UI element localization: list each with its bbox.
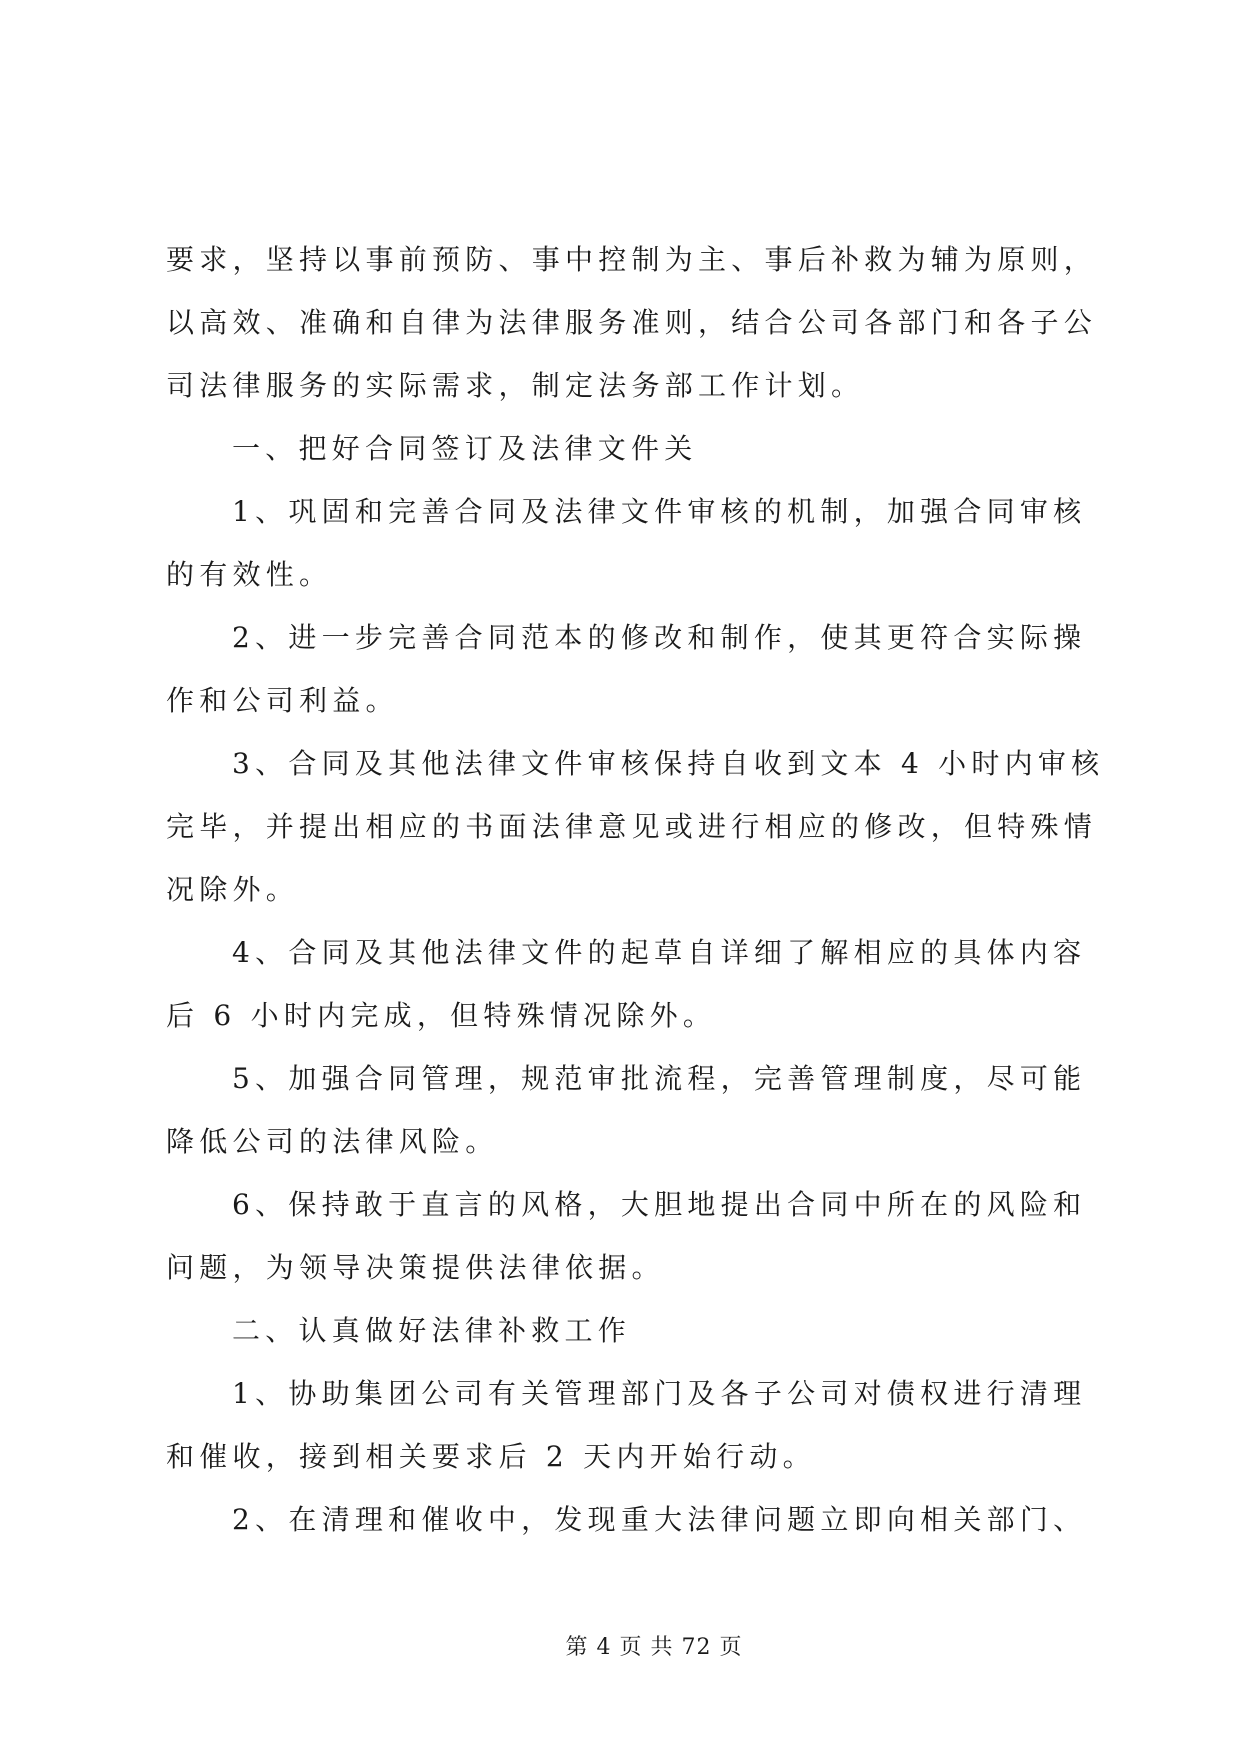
document-body <box>166 228 1106 1551</box>
text-line: 降低公司的法律风险。 <box>166 1125 499 1158</box>
paragraph-item <box>166 732 1106 921</box>
text-line: 1、巩固和完善合同及法律文件审核的机制，加强合同审核 <box>232 495 1087 528</box>
paragraph-item <box>166 1488 1106 1551</box>
paragraph-item <box>166 1173 1106 1299</box>
paragraph-item <box>166 921 1106 1047</box>
text-line: 要求，坚持以事前预防、事中控制为主、事后补救为辅为原则， <box>166 243 1098 276</box>
page-number-footer: 第 4 页 共 72 页 <box>565 1635 743 1660</box>
paragraph-item <box>166 606 1106 732</box>
text-line: 作和公司利益。 <box>166 684 399 717</box>
section-heading-2 <box>166 1299 1106 1362</box>
text-line: 1、协助集团公司有关管理部门及各子公司对债权进行清理 <box>232 1377 1087 1410</box>
text-line: 和催收，接到相关要求后 2 天内开始行动。 <box>166 1440 816 1473</box>
text-line: 司法律服务的实际需求，制定法务部工作计划。 <box>166 369 865 402</box>
text-line: 2、进一步完善合同范本的修改和制作，使其更符合实际操 <box>232 621 1087 654</box>
text-line: 4、合同及其他法律文件的起草自详细了解相应的具体内容 <box>232 936 1087 969</box>
text-line: 况除外。 <box>166 873 300 906</box>
heading-text: 二、认真做好法律补救工作 <box>232 1314 632 1347</box>
text-line: 的有效性。 <box>166 558 333 591</box>
paragraph-item <box>166 1362 1106 1488</box>
text-line: 2、在清理和催收中，发现重大法律问题立即向相关部门、 <box>232 1503 1087 1536</box>
heading-text: 一、把好合同签订及法律文件关 <box>232 432 698 465</box>
text-line: 5、加强合同管理，规范审批流程，完善管理制度，尽可能 <box>232 1062 1087 1095</box>
paragraph-item <box>166 1047 1106 1173</box>
text-line: 问题，为领导决策提供法律依据。 <box>166 1251 665 1284</box>
text-line: 后 6 小时内完成，但特殊情况除外。 <box>166 999 717 1032</box>
text-line: 6、保持敢于直言的风格，大胆地提出合同中所在的风险和 <box>232 1188 1087 1221</box>
text-line: 以高效、准确和自律为法律服务准则，结合公司各部门和各子公 <box>166 306 1098 339</box>
paragraph-continued <box>166 228 1106 417</box>
paragraph-item <box>166 480 1106 606</box>
text-line: 3、合同及其他法律文件审核保持自收到文本 4 小时内审核 <box>232 747 1105 780</box>
text-line: 完毕，并提出相应的书面法律意见或进行相应的修改，但特殊情 <box>166 810 1098 843</box>
section-heading-1 <box>166 417 1106 480</box>
